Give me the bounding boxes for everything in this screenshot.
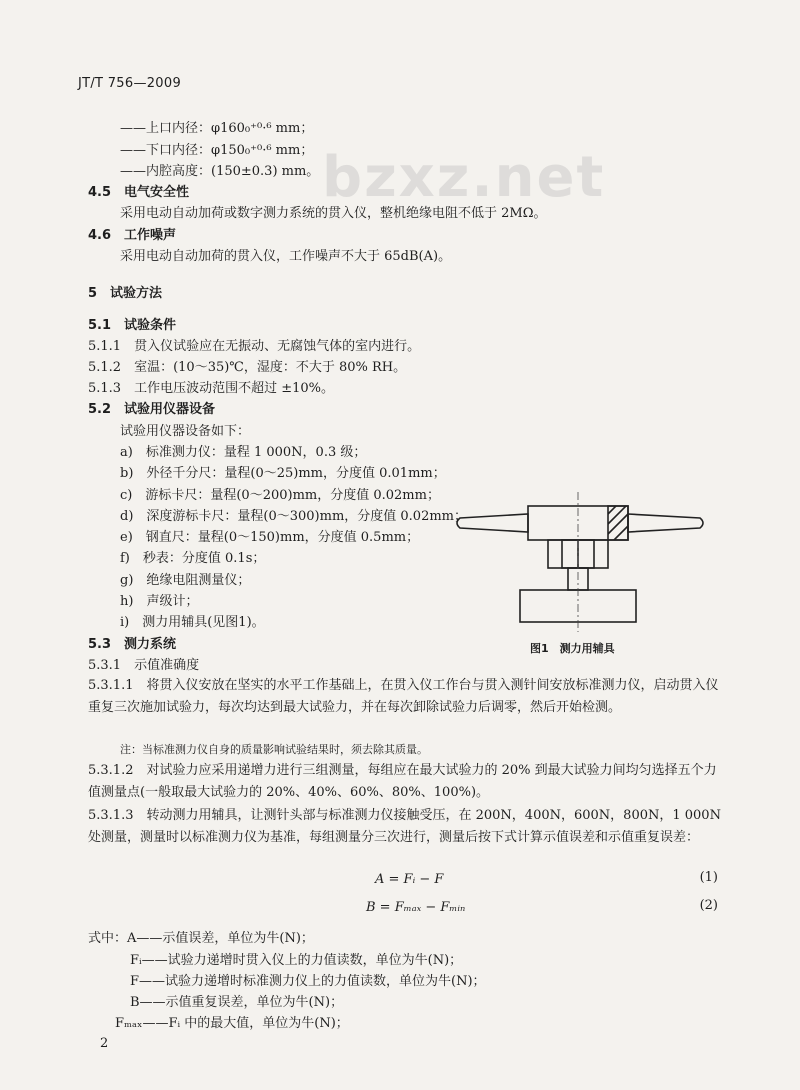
equation-1: A = Fᵢ − F [375,872,444,887]
equipment-item: f) 秒表：分度值 0.1s； [120,551,266,566]
where-line: F——试验力递增时标准测力仪上的力值读数，单位为牛(N)； [130,974,486,989]
equipment-item: e) 钢直尺：量程(0～150)mm，分度值 0.5mm； [120,530,420,545]
heading-4-6: 4.6 工作噪声 [88,228,177,243]
watermark: bzxz.net [322,145,606,210]
figure-caption: 图1 测力用辅具 [530,642,615,655]
paragraph-4-6: 采用电动自动加荷的贯入仪，工作噪声不大于 65dB(A)。 [120,249,452,264]
clause-5-1-1: 5.1.1 贯入仪试验应在无振动、无腐蚀气体的室内进行。 [88,339,421,354]
where-line: 式中：A——示值误差，单位为牛(N)； [88,931,314,946]
heading-5-2: 5.2 试验用仪器设备 [88,402,216,417]
clause-5-3-1: 5.3.1 示值准确度 [88,658,200,673]
standard-number-header: JT/T 756—2009 [78,76,182,91]
equipment-item: d) 深度游标卡尺：量程(0～300)mm，分度值 0.02mm； [120,509,468,524]
clause-5-1-3: 5.1.3 工作电压波动范围不超过 ±10%。 [88,381,334,396]
clause-5-3-1-3: 5.3.1.3 转动测力用辅具，让测针头部与标准测力仪接触受压，在 200N，400N，600N，800N，1 000N 处测量，测量时以标准测力仪为基准，每组测量分三次进行，测量后按下式计算示值误差和示值重复误差： [88,808,721,845]
heading-5-3: 5.3 测力系统 [88,637,177,652]
heading-5-1: 5.1 试验条件 [88,318,177,333]
heading-4-5: 4.5 电气安全性 [88,185,190,200]
note: 注：当标准测力仪自身的质量影响试验结果时，须去除其质量。 [120,743,428,756]
paragraph-4-5: 采用电动自动加荷或数字测力系统的贯入仪，整机绝缘电阻不低于 2MΩ。 [120,206,547,221]
where-line: Fᵢ——试验力递增时贯入仪上的力值读数，单位为牛(N)； [130,953,463,968]
equipment-item: i) 测力用辅具(见图1)。 [120,615,265,630]
equipment-item: b) 外径千分尺：量程(0～25)mm，分度值 0.01mm； [120,466,446,481]
upper-inner-diameter: ——上口内径：φ160₀⁺⁰·⁶ mm； [120,121,314,136]
lower-inner-diameter: ——下口内径：φ150₀⁺⁰·⁶ mm； [120,143,314,158]
equipment-item: h) 声级计； [120,594,199,609]
page-number: 2 [100,1036,109,1051]
cavity-height: ——内腔高度：(150±0.3) mm。 [120,164,320,179]
force-measuring-accessory-figure [450,492,720,632]
clause-5-3-1-1: 5.3.1.1 将贯入仪安放在坚实的水平工作基础上，在贯入仪工作台与贯入测针间安放标准测力仪，启动贯入仪重复三次施加试验力，每次均达到最大试验力，并在每次卸除试验力后调零，然后开始检测。 [88,678,719,715]
equipment-item: a) 标准测力仪：量程 1 000N，0.3 级； [120,445,367,460]
equation-2-number: (2) [699,898,718,913]
equipment-item: c) 游标卡尺：量程(0～200)mm，分度值 0.02mm； [120,488,440,503]
clause-5-1-2: 5.1.2 室温：(10～35)℃，湿度：不大于 80% RH。 [88,360,407,375]
equation-1-number: (1) [699,870,718,885]
heading-5: 5 试验方法 [88,286,163,301]
clause-5-3-1-2: 5.3.1.2 对试验力应采用递增力进行三组测量，每组应在最大试验力的 20% 到最大试验力间均匀选择五个力值测量点(一般取最大试验力的 20%、40%、60%、80%、100%)。 [88,763,717,800]
equation-2: B = Fₘₐₓ − Fₘᵢₙ [366,900,466,915]
equipment-intro: 试验用仪器设备如下： [120,424,251,439]
equipment-item: g) 绝缘电阻测量仪； [120,573,251,588]
where-line: B——示值重复误差，单位为牛(N)； [130,995,344,1010]
where-line: Fₘₐₓ——Fᵢ 中的最大值，单位为牛(N)； [115,1016,349,1031]
